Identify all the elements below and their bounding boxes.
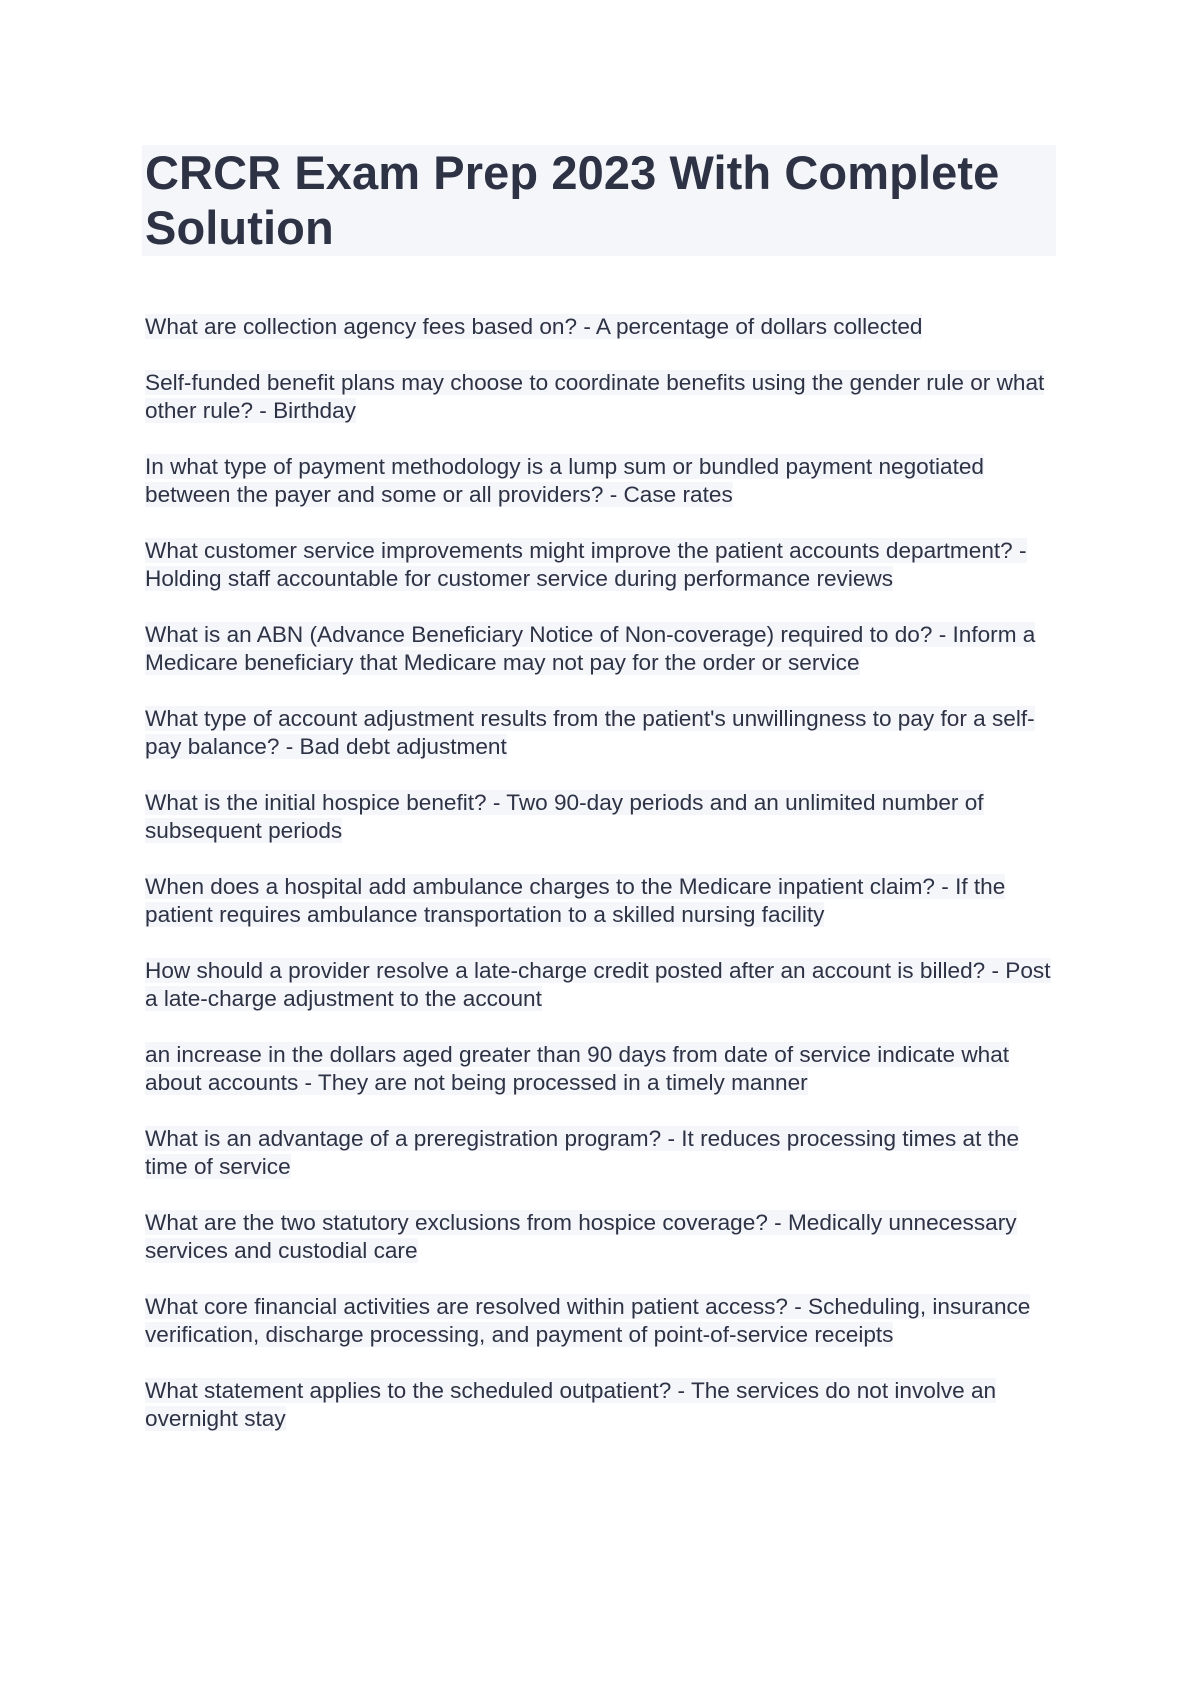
qa-text: What is an advantage of a preregistration program? - It reduces processing times at the time of service [145, 1126, 1020, 1179]
page-title: CRCR Exam Prep 2023 With Complete Solution [145, 146, 1000, 254]
qa-text: What core financial activities are resolved within patient access? - Scheduling, insurance verification, discharge processing, and payment of point-of-service receipts [145, 1294, 1031, 1347]
qa-item [145, 873, 1065, 929]
qa-item [145, 789, 1065, 845]
qa-text: Self-funded benefit plans may choose to coordinate benefits using the gender rule or what other rule? - Birthday [145, 370, 1045, 423]
qa-item [145, 1377, 1065, 1433]
qa-item [145, 621, 1065, 677]
qa-text: What are the two statutory exclusions from hospice coverage? - Medically unnecessary services and custodial care [145, 1210, 1017, 1263]
qa-text: What statement applies to the scheduled outpatient? - The services do not involve an overnight stay [145, 1378, 997, 1431]
qa-text: What is an ABN (Advance Beneficiary Notice of Non-coverage) required to do? - Inform a Medicare beneficiary that Medicare may not pay for the order or service [145, 622, 1036, 675]
qa-text: an increase in the dollars aged greater than 90 days from date of service indicate what about accounts - They are not being processed in a timely manner [145, 1042, 1010, 1095]
qa-text: In what type of payment methodology is a lump sum or bundled payment negotiated between the payer and some or all providers? - Case rates [145, 454, 984, 507]
qa-item [145, 537, 1065, 593]
qa-item [145, 369, 1065, 425]
qa-item [145, 705, 1065, 761]
qa-item [145, 1125, 1065, 1181]
title-block [142, 145, 1056, 256]
qa-text: When does a hospital add ambulance charges to the Medicare inpatient claim? - If the patient requires ambulance transportation to a skilled nursing facility [145, 874, 1006, 927]
qa-list [145, 313, 1065, 1461]
qa-item [145, 1041, 1065, 1097]
qa-text: What are collection agency fees based on? - A percentage of dollars collected [145, 314, 923, 339]
qa-item [145, 1209, 1065, 1265]
qa-text: What type of account adjustment results from the patient's unwillingness to pay for a self-pay balance? - Bad debt adjustment [145, 706, 1035, 759]
qa-item [145, 313, 1065, 341]
qa-text: What is the initial hospice benefit? - Two 90-day periods and an unlimited number of subsequent periods [145, 790, 984, 843]
qa-item [145, 453, 1065, 509]
qa-text: What customer service improvements might improve the patient accounts department? - Holding staff accountable for customer service during performance reviews [145, 538, 1027, 591]
qa-item [145, 1293, 1065, 1349]
qa-item [145, 957, 1065, 1013]
qa-text: How should a provider resolve a late-charge credit posted after an account is billed? - Post a late-charge adjustment to the account [145, 958, 1051, 1011]
